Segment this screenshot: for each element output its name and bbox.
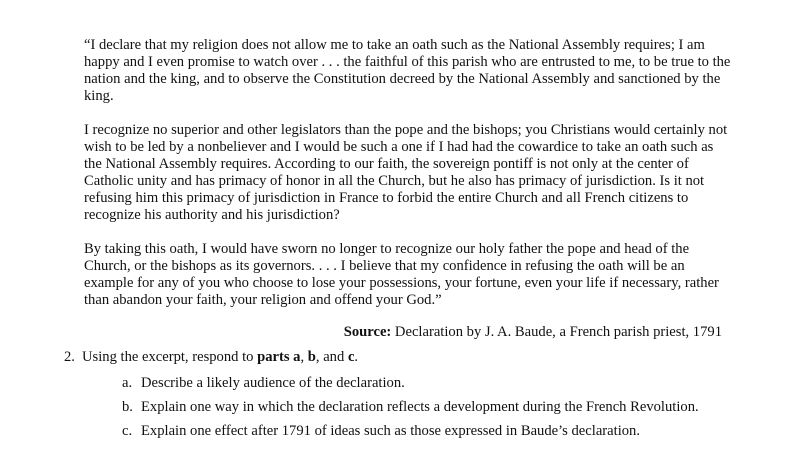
- part-letter: a.: [122, 375, 133, 391]
- question-prompt: Using the excerpt, respond to: [82, 349, 258, 365]
- part-a-ref: parts a: [257, 349, 301, 365]
- part-text: Explain one way in which the declaration reflects a development during the French Revolution.: [141, 399, 699, 415]
- question-parts: [122, 375, 762, 447]
- source-label: Source:: [343, 324, 392, 340]
- question-part-c: [122, 423, 762, 440]
- source-citation: [84, 324, 734, 341]
- question: [64, 349, 744, 366]
- excerpt: [84, 37, 734, 341]
- part-text: Explain one effect after 1791 of ideas such as those expressed in Baude’s declaration.: [141, 423, 640, 439]
- excerpt-paragraph: “I declare that my religion does not allow me to take an oath such as the National Assembly requires; I am happy and I even promise to watch over . . . the faithful of this parish who are entrusted to me, to be true to the nation and the king, and to observe the Constitution decreed by the National Assembly and sanctioned by the king.: [84, 37, 731, 104]
- part-letter: b.: [122, 399, 133, 415]
- question-part-a: [122, 375, 762, 392]
- source-text: Declaration by J. A. Baude, a French parish priest, 1791: [391, 324, 722, 340]
- prompt-end: .: [354, 349, 359, 365]
- part-text: Describe a likely audience of the declaration.: [141, 375, 405, 391]
- separator: , and: [315, 349, 348, 365]
- part-b-ref: b: [307, 349, 316, 365]
- part-c-ref: c: [347, 349, 355, 365]
- part-letter: c.: [122, 423, 133, 439]
- excerpt-paragraph: I recognize no superior and other legislators than the pope and the bishops; you Christians would certainly not wish to be led by a nonbeliever and I would be such a one if I had had the cowardice to take an oath such as the National Assembly requires. According to our faith, the sovereign pontiff is not only at the center of Catholic unity and has primacy of honor in all the Church, but he also has primacy of jurisdiction. Is it not refusing him this primacy of jurisdiction in France to forbid the entire Church and all French citizens to recognize his authority and his jurisdiction?: [84, 122, 728, 223]
- question-part-b: [122, 399, 762, 416]
- excerpt-paragraph: By taking this oath, I would have sworn no longer to recognize our holy father the pope and head of the Church, or the bishops as its governors. . . . I believe that my confidence in refusing the oath will be an example for any of you who choose to lose your possessions, your fortune, even your life if necessary, rather than abandon your faith, your religion and offend your God.”: [84, 241, 719, 308]
- question-number: 2.: [64, 349, 75, 365]
- separator: ,: [300, 349, 308, 365]
